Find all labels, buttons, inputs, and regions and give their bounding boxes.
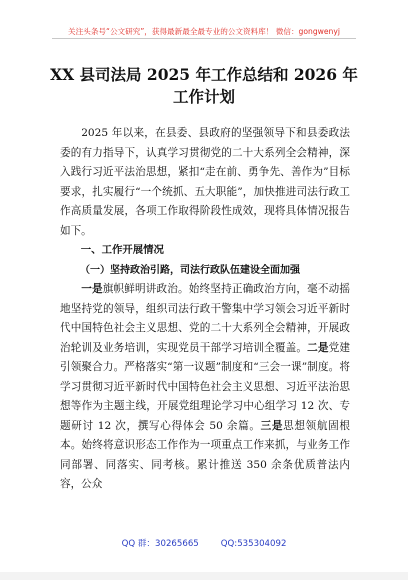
section-heading-1: 一、工作开展情况 [80,244,164,256]
header-banner: 关注头条号“公文研究”，获得最新最全最专业的公文资料库！ 微信：gongwenyj [68,27,340,36]
document-title [0,64,408,108]
title-line-2: 工作计划 [172,87,235,106]
footer-contact [0,537,408,549]
body-paragraph [60,280,350,495]
title-line-1: XX 县司法局 2025 年工作总结和 2026 年 [50,65,358,84]
point-3-label: 三是 [260,419,284,432]
footer-qq-number: QQ:535304092 [220,539,287,549]
page-bottom-edge [0,572,408,580]
document-body [60,124,350,495]
intro-paragraph: 2025 年以来，在县委、县政府的坚强领导下和县委政法委的有力指导下，认真学习贯彻党的二十大系列全会精神，深入践行习近平法治思想，紧扣“走在前、勇争先、善作为”目标要求，扎实履行“一个统抓、五大职能”，加快推进司法行政工作高质量发展，各项工作取得阶段性成效，现将具体情况报告如下。 [60,127,350,237]
point-3-text: 思想领航固根本。始终将意识形态工作作为一项重点工作来抓，与业务工作同部署、同落实、同考核。累计推送 350 余条优质普法内容，公众 [60,419,351,490]
point-2-label: 二是 [307,341,329,354]
header-divider [52,38,356,39]
point-1-label: 一是 [81,283,103,295]
point-2-text: 党建引领聚合力。严格落实“第一议题”制度和“三会一课”制度。将学习贯彻习近平新时代中国特色社会主义思想、习近平法治思想等作为主题主线，开展党组理论学习中心组学习 12 次、专题研讨 12 次，撰写心得体会 50 余篇。 [60,341,351,432]
footer-qq-group: QQ 群：30265665 [121,539,199,549]
point-1-text: 旗帜鲜明讲政治。始终坚持正确政治方向，毫不动摇地坚持党的领导，组织司法行政干警集中学习领会习近平新时代中国特色社会主义思想、党的二十大系列全会精神，开展政治轮训及业务培训，实现党员干部学习培训全覆盖。 [60,283,351,354]
subsection-heading-1: （一）坚持政治引路，司法行政队伍建设全面加强 [80,264,300,276]
